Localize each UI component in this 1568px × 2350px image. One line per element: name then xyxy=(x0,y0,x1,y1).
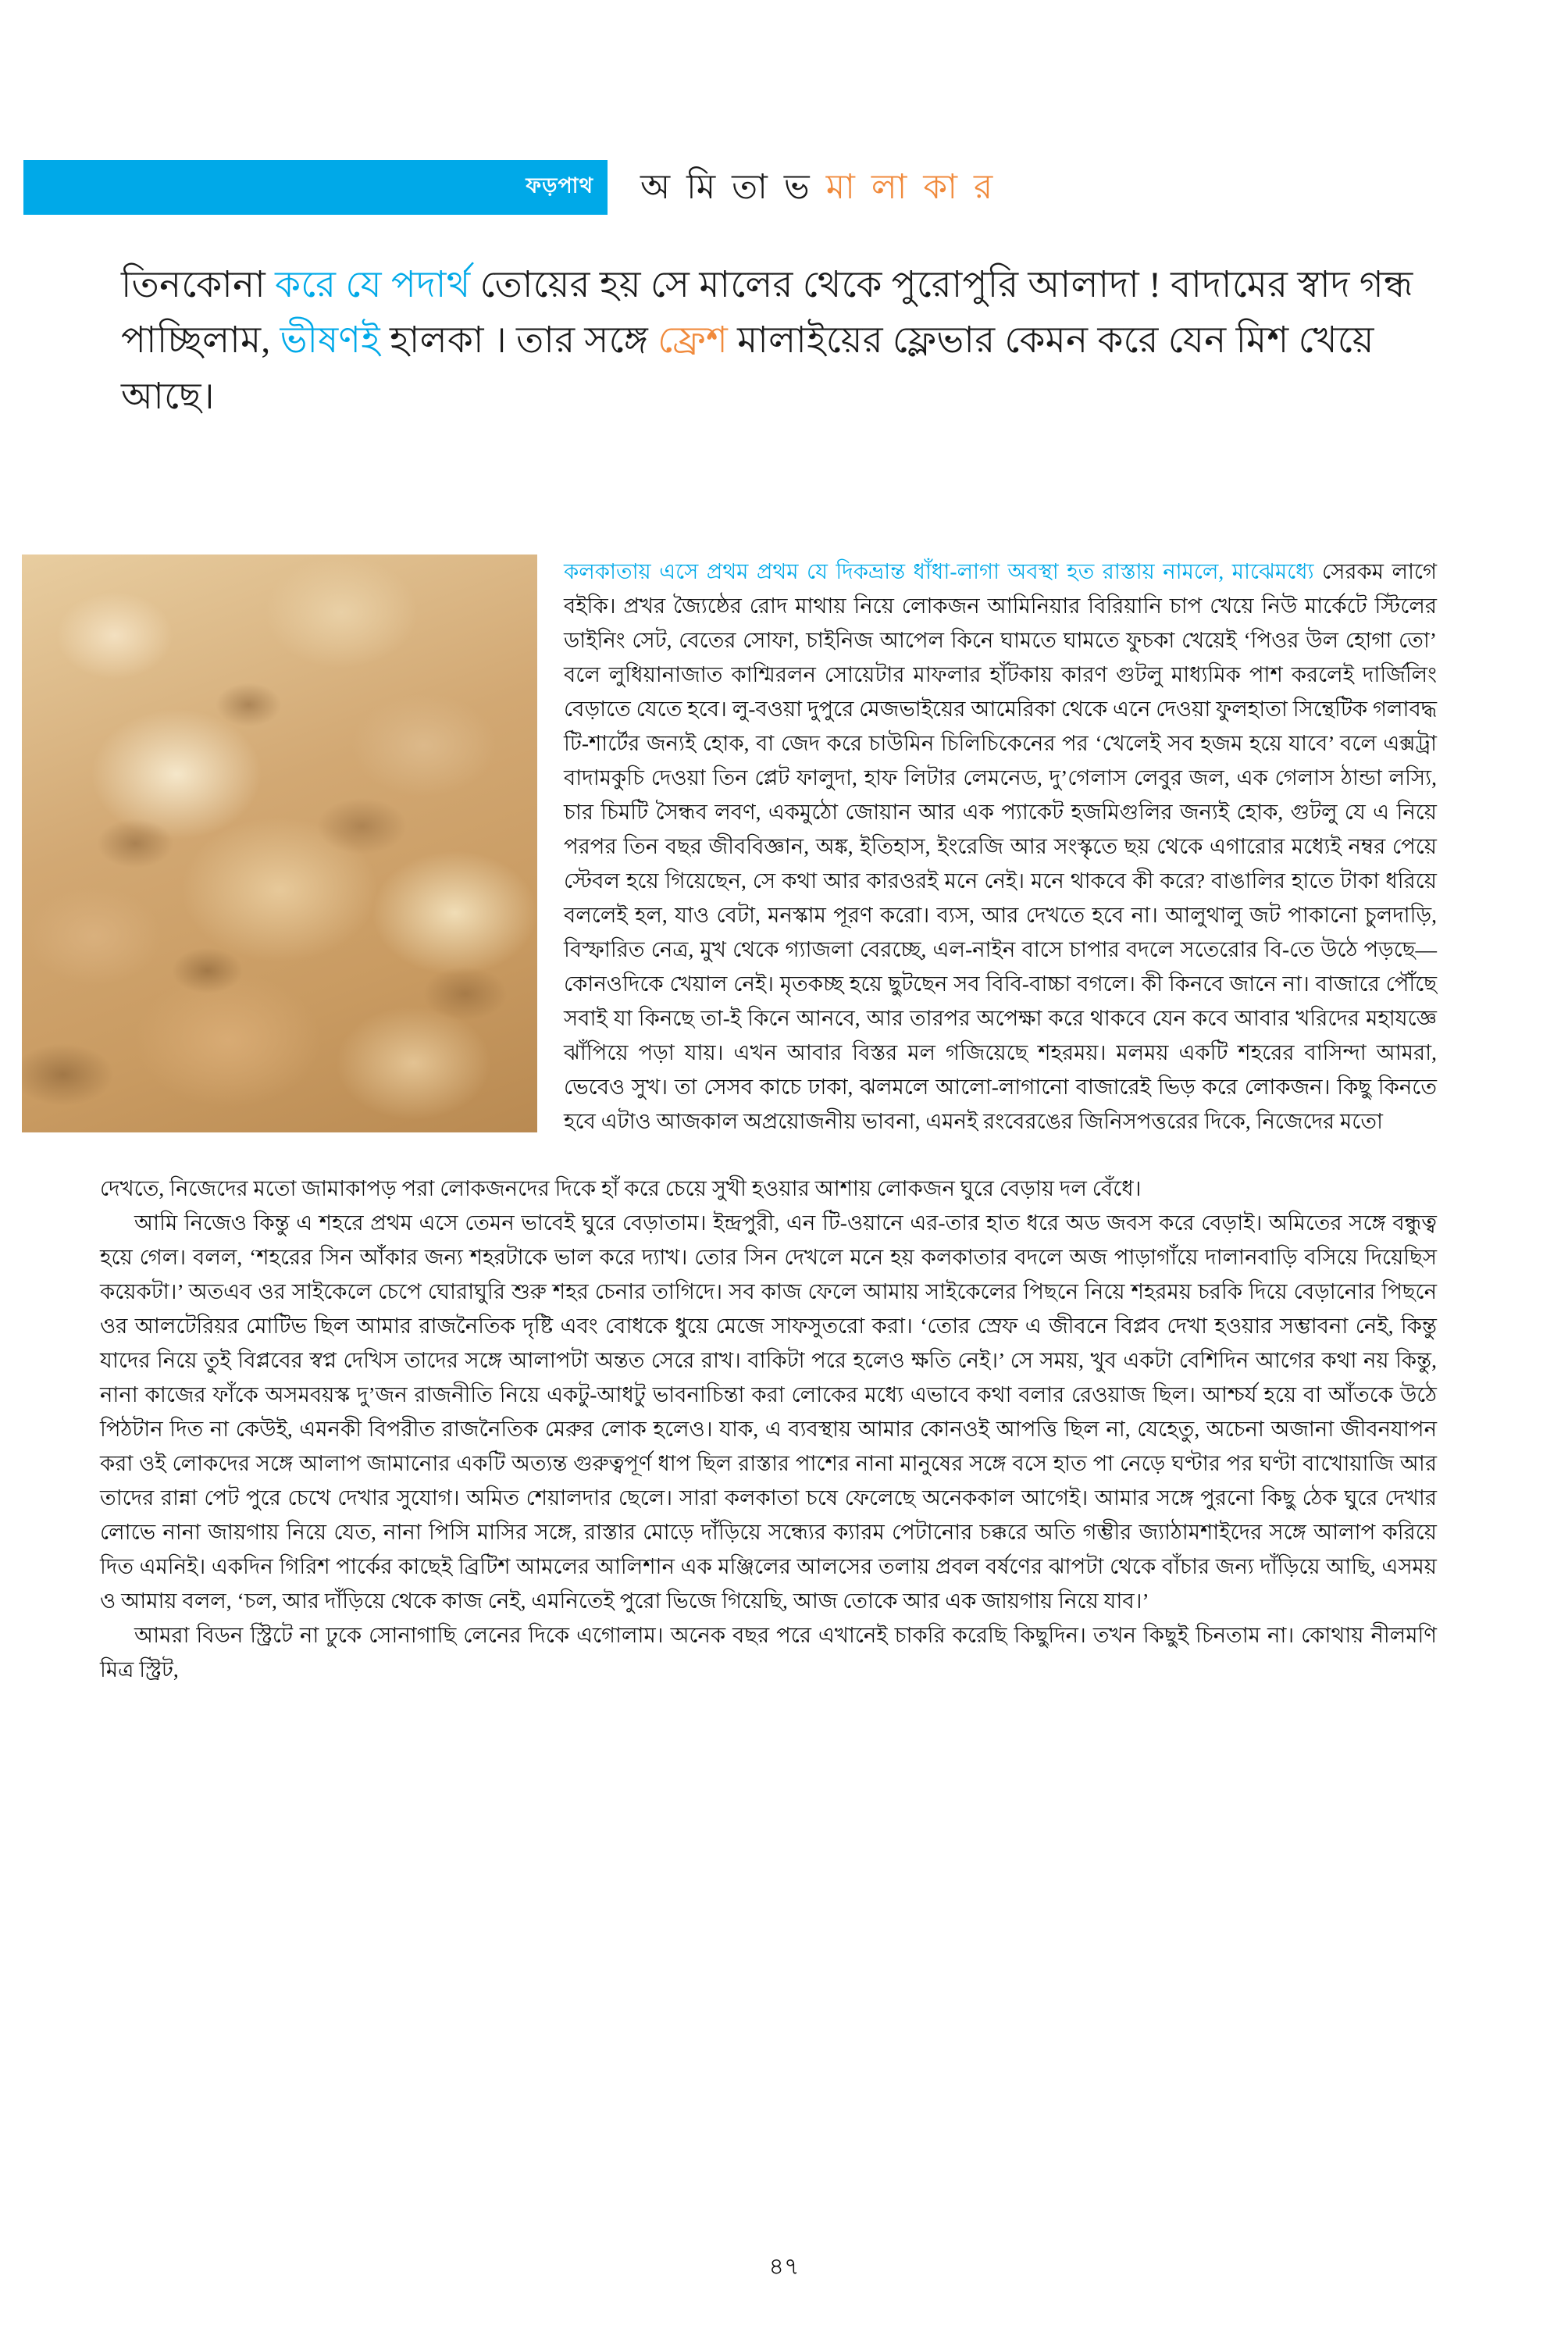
author-last-name: মা লা কা র xyxy=(825,168,997,206)
standfirst-part-1: তিনকোনা xyxy=(121,265,276,305)
body-paragraph-3: আমরা বিডন স্ট্রিটে না ঢুকে সোনাগাছি লেনের দিকে এগোলাম। অনেক বছর পরে এখানেই চাকরি করেছি কিছুদিন। তখন কিছুই চিনতাম না। কোথায় নীলমণি মিত্র স্ট্রিট, xyxy=(100,1623,1437,1681)
standfirst-highlight-2: ভীষণই xyxy=(280,320,380,362)
body-column-upper xyxy=(564,555,1437,1139)
masthead xyxy=(23,160,1545,223)
author-byline xyxy=(640,162,996,213)
category-label: ফড়পাথ xyxy=(526,173,593,198)
standfirst-part-2: তোয়ের হয় সে মালের থেকে পুরোপুরি আলাদা ! বাদামের স্বাদ গন্ধ পাচ্ছিলাম, xyxy=(121,265,1413,362)
standfirst-part-4: মালাইয়ের ফ্লেভার কেমন করে যেন মিশ খেয়ে আছে। xyxy=(121,320,1374,417)
photo-shading xyxy=(22,555,537,1132)
body-paragraph-1 xyxy=(564,555,1437,1139)
body-column-lower xyxy=(100,1171,1437,1687)
article-photo xyxy=(22,555,537,1132)
category-bar xyxy=(23,160,608,215)
standfirst xyxy=(121,258,1433,425)
standfirst-highlight-1: করে যে পদার্থ xyxy=(275,265,471,305)
page-number: ৪৭ xyxy=(768,2254,800,2280)
standfirst-highlight-3: ফ্রেশ xyxy=(657,320,729,362)
standfirst-part-3: হালকা । তার সঙ্গে xyxy=(380,320,658,362)
body-paragraph-1-continued: দেখতে, নিজেদের মতো জামাকাপড় পরা লোকজনদের দিকে হাঁ করে চেয়ে সুখী হওয়ার আশায় লোকজন ঘুরে বেড়ায় দল বেঁধে। xyxy=(100,1176,1142,1200)
author-first-name: অ মি তা ভ xyxy=(640,168,814,206)
body-paragraph-2: আমি নিজেও কিন্তু এ শহরে প্রথম এসে তেমন ভাবেই ঘুরে বেড়াতাম। ইন্দ্রপুরী, এন টি-ওয়ানে এর-তার হাত ধরে অড জবস করে বেড়াই। অমিতের সঙ্গে বন্ধুত্ব হয়ে গেল। বলল, ‘শহরের সিন আঁকার জন্য শহরটাকে ভাল করে দ্যাখ। তোর সিন দেখলে মনে হয় কলকাতার বদলে অজ পাড়াগাঁয়ে দালানবাড়ি বসিয়ে দিয়েছিস কয়েকটা।’ অতএব ওর সাইকেলে চেপে ঘোরাঘুরি শুরু শহর চেনার তাগিদে। সব কাজ ফেলে আমায় সাইকেলের পিছনে নিয়ে শহরময় চরকি দিয়ে বেড়ানোর পিছনে ওর আলটেরিয়র মোটিভ ছিল আমার রাজনৈতিক দৃষ্টি এবং বোধকে ধুয়ে মেজে সাফসুতরো করা। ‘তোর স্রেফ এ জীবনে বিপ্লব দেখা হওয়ার সম্ভাবনা নেই, কিন্তু যাদের নিয়ে তুই বিপ্লবের স্বপ্ন দেখিস তাদের সঙ্গে আলাপটা অন্তত সেরে রাখ। বাকিটা পরে হলেও ক্ষতি নেই।’ সে সময়, খুব একটা বেশিদিন আগের কথা নয় কিন্তু, নানা কাজের ফাঁকে অসমবয়স্ক দু’জন রাজনীতি নিয়ে একটু-আধটু ভাবনাচিন্তা করা লোকের মধ্যে এভাবে কথা বলার রেওয়াজ ছিল। আশ্চর্য হয়ে বা আঁতকে উঠে পিঠটান দিত না কেউই, এমনকী বিপরীত রাজনৈতিক মেরুর লোক হলেও। যাক, এ ব্যবস্থায় আমার কোনওই আপত্তি ছিল না, যেহেতু, অচেনা অজানা জীবনযাপন করা ওই লোকদের সঙ্গে আলাপ জামানোর একটি অত্যন্ত গুরুত্বপূর্ণ ধাপ ছিল রাস্তার পাশের নানা মানুষের সঙ্গে বসে হাত পা নেড়ে ঘণ্টার পর ঘণ্টা বাখোয়াজি আর তাদের রান্না পেট পুরে চেখে দেখার সুযোগ। অমিত শেয়ালদার ছেলে। সারা কলকাতা চষে ফেলেছে অনেককাল আগেই। আমার সঙ্গে পুরনো কিছু ঠেক ঘুরে দেখার লোভে নানা জায়গায় নিয়ে যেত, নানা পিসি মাসির সঙ্গে, রাস্তার মোড়ে দাঁড়িয়ে সন্ধ্যের ক্যারম পেটানোর চক্করে অতি গম্ভীর জ্যাঠামশাইদের সঙ্গে আলাপ করিয়ে দিত এমনিই। একদিন গিরিশ পার্কের কাছেই ব্রিটিশ আমলের আলিশান এক মঞ্জিলের আলসের তলায় প্রবল বর্ষণের ঝাপটা থেকে বাঁচার জন্য দাঁড়িয়ে আছি, এসময় ও আমায় বলল, ‘চল, আর দাঁড়িয়ে থেকে কাজ নেই, এমনিতেই পুরো ভিজে গিয়েছি, আজ তোকে আর এক জায়গায় নিয়ে যাব।’ xyxy=(100,1211,1437,1613)
body-lead-in: কলকাতায় এসে প্রথম প্রথম যে দিকভ্রান্ত ধাঁধা-লাগা অবস্থা হত রাস্তায় নামলে, মাঝেমধ্যে xyxy=(564,559,1314,583)
body-paragraph-1-rest: সেরকম লাগে বইকি। প্রখর জ্যৈষ্ঠের রোদ মাথায় নিয়ে লোকজন আমিনিয়ার বিরিয়ানি চাপ খেয়ে নিউ মার্কেটে স্টিলের ডাইনিং সেট, বেতের সোফা, চাইনিজ আপেল কিনে ঘামতে ঘামতে ফুচকা খেয়েই ‘পিওর উল হোগা তো’ বলে লুধিয়ানাজাত কাশ্মিরলন সোয়েটার মাফলার হাঁটকায় কারণ গুটলু মাধ্যমিক পাশ করলেই দার্জিলিং বেড়াতে যেতে হবে। লু-বওয়া দুপুরে মেজভাইয়ের আমেরিকা থেকে এনে দেওয়া ফুলহাতা সিন্থেটিক গলাবদ্ধ টি-শার্টের জন্যই হোক, বা জেদ করে চাউমিন চিলিচিকেনের পর ‘খেলেই সব হজম হয়ে যাবে’ বলে এক্সট্রা বাদামকুচি দেওয়া তিন প্লেট ফালুদা, হাফ লিটার লেমনেড, দু’গেলাস লেবুর জল, এক গেলাস ঠান্ডা লস্যি, চার চিমটি সৈন্ধব লবণ, একমুঠো জোয়ান আর এক প্যাকেট হজমিগুলির জন্যই হোক, গুটলু যে এ নিয়ে পরপর তিন বছর জীববিজ্ঞান, অঙ্ক, ইতিহাস, ইংরেজি আর সংস্কৃতে ছয় থেকে এগারোর মধ্যেই নম্বর পেয়ে স্টেবল হয়ে গিয়েছেন, সে কথা আর কারওরই মনে নেই। মনে থাকবে কী করে? বাঙালির হাতে টাকা ধরিয়ে বললেই হল, যাও বেটা, মনস্কাম পূরণ করো। ব্যস, আর দেখতে হবে না। আলুথালু জট পাকানো চুলদাড়ি, বিস্ফারিত নেত্র, মুখ থেকে গ্যাজলা বেরচ্ছে, এল-নাইন বাসে চাপার বদলে সতেরোর বি-তে উঠে পড়ছে—কোনওদিকে খেয়াল নেই। মৃতকচ্ছ হয়ে ছুটছেন সব বিবি-বাচ্চা বগলে। কী কিনবে জানে না। বাজারে পৌঁছে সবাই যা কিনছে তা-ই কিনে আনবে, আর তারপর অপেক্ষা করে থাকবে যেন কবে আবার খরিদের মহাযজ্ঞে ঝাঁপিয়ে পড়া যায়। এখন আবার বিস্তর মল গজিয়েছে শহরময়। মলময় একটি শহরের বাসিন্দা আমরা, ভেবেও সুখ। তা সেসব কাচে ঢাকা, ঝলমলে আলো-লাগানো বাজারেই ভিড় করে লোকজন। কিছু কিনতে হবে এটাও আজকাল অপ্রয়োজনীয় ভাবনা, এমনই রংবেরঙের জিনিসপত্তরের দিকে, নিজেদের মতো xyxy=(564,559,1437,1133)
